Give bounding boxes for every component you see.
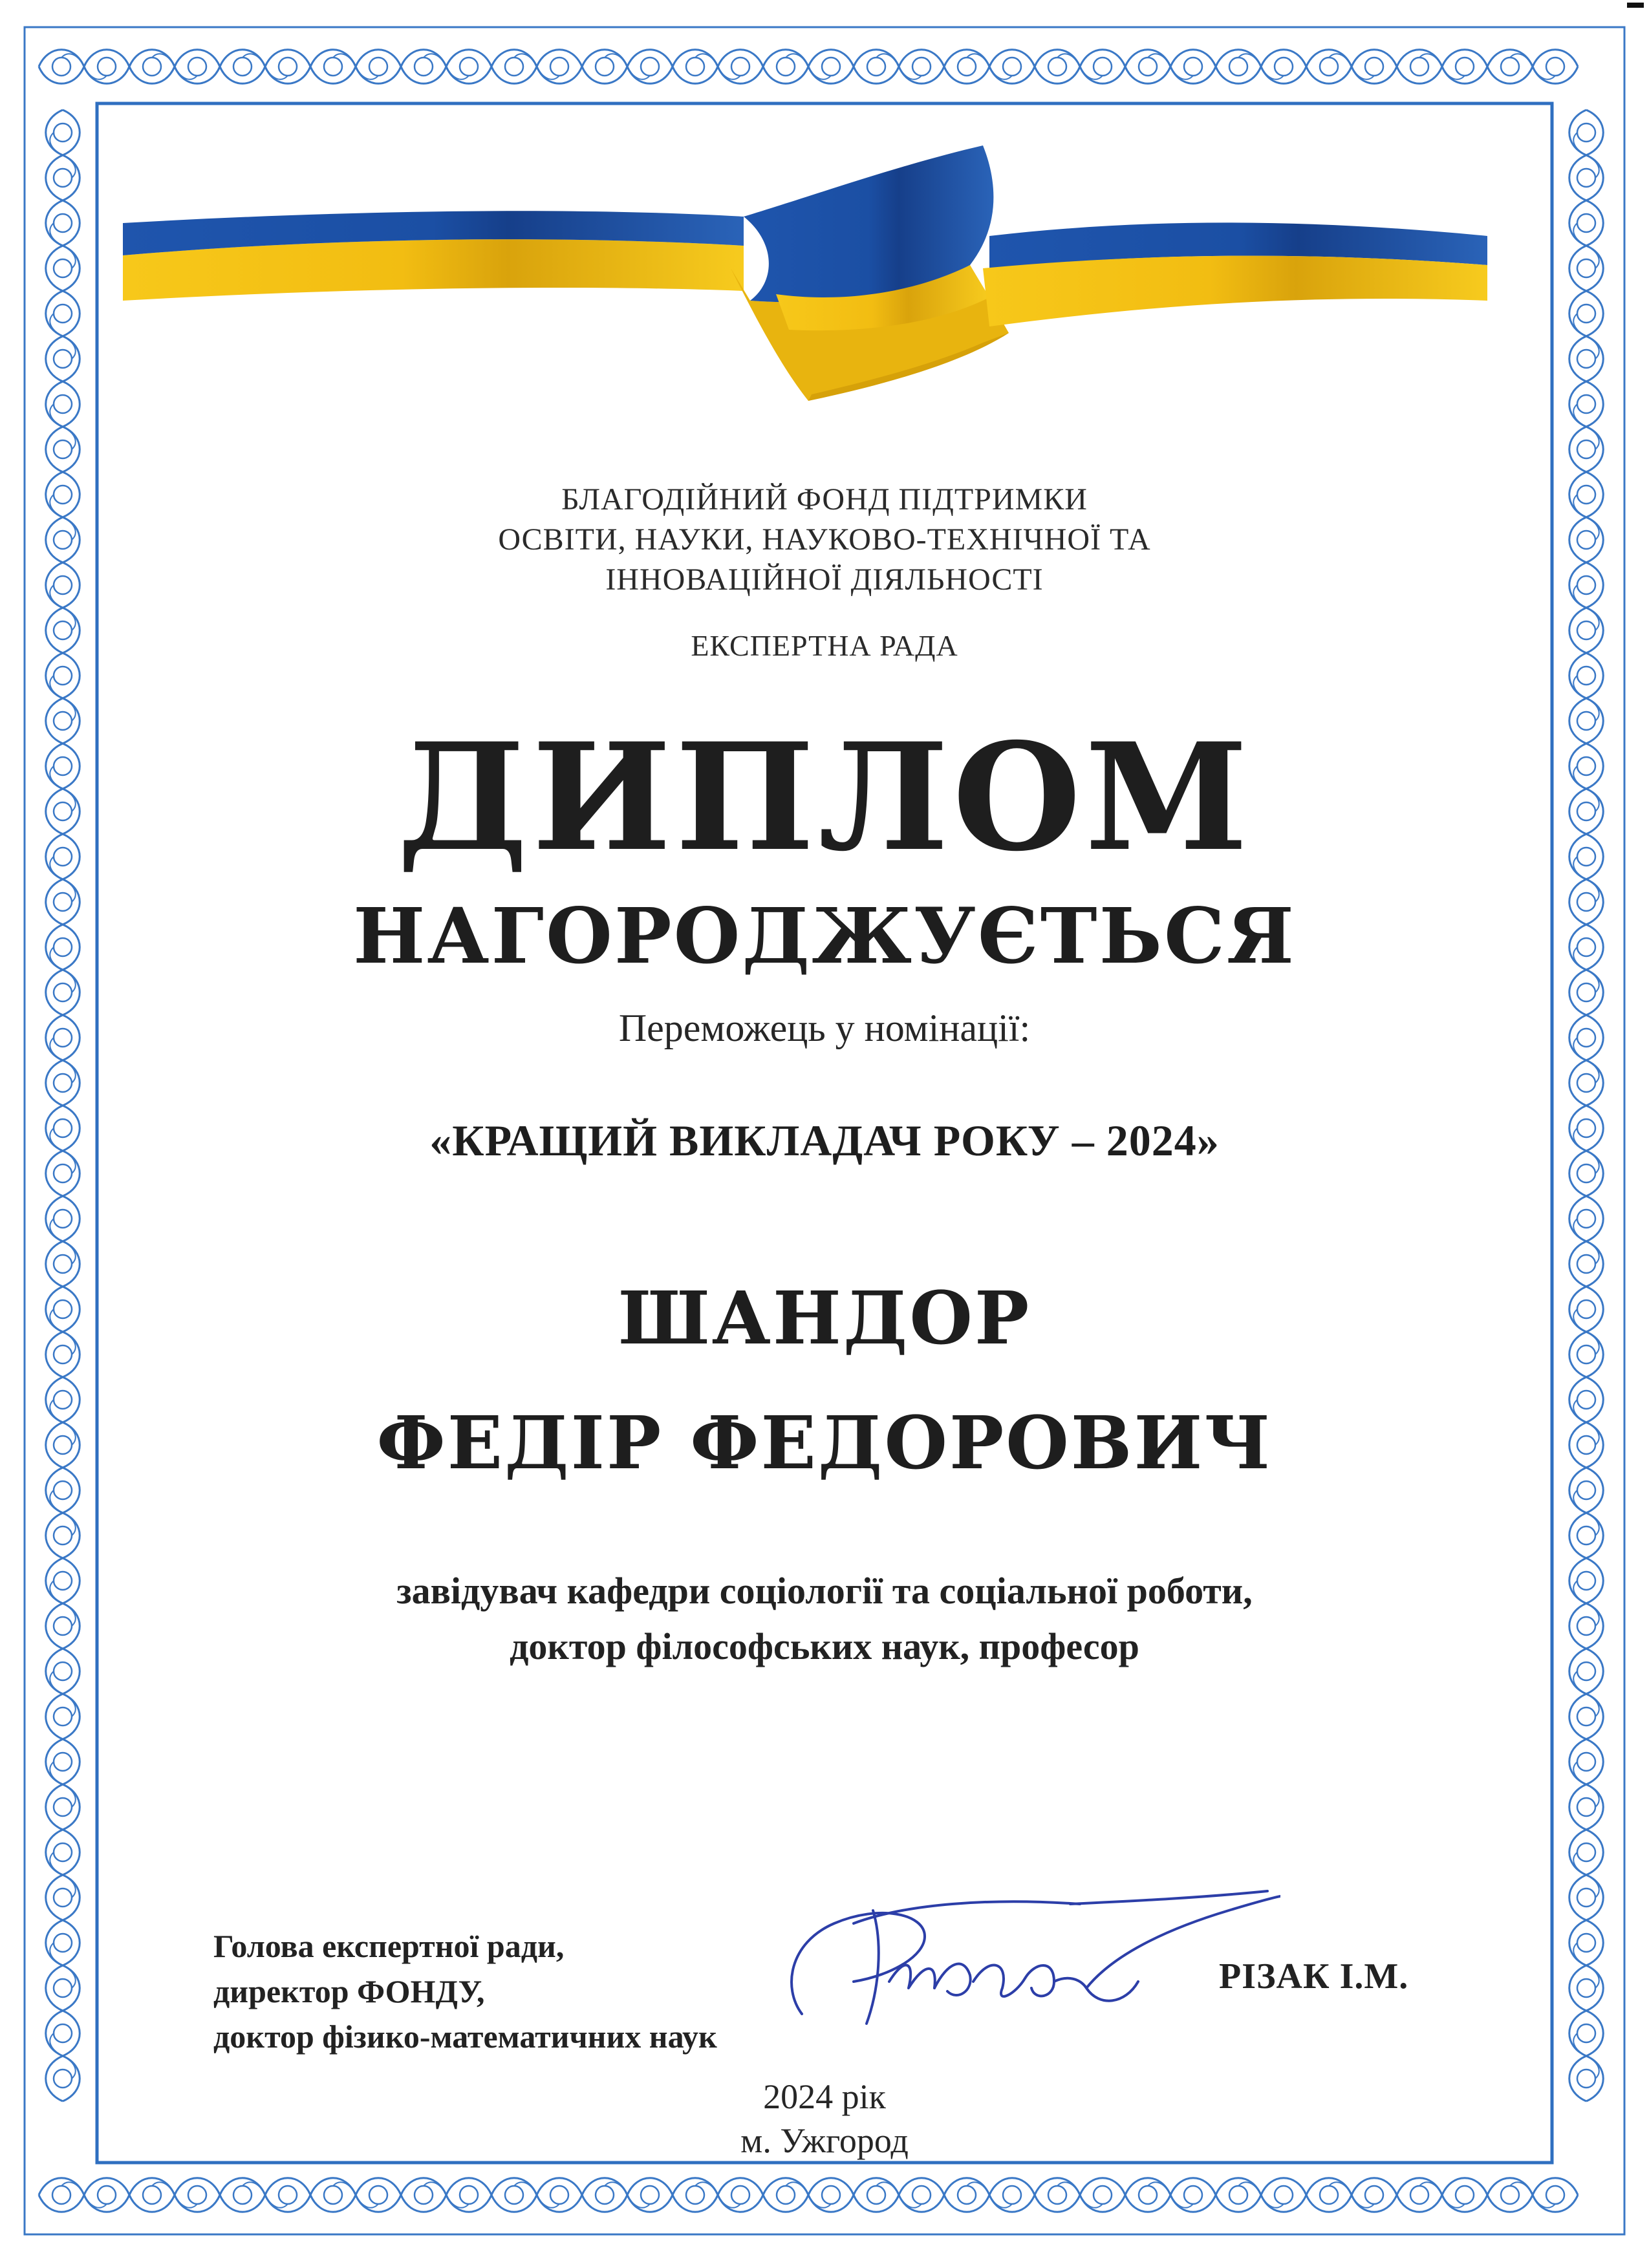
ornament-scroll xyxy=(220,2178,310,2212)
ornament-scroll xyxy=(1487,50,1578,84)
ornament-scroll xyxy=(763,50,854,84)
border-right-ornament xyxy=(1569,110,1604,2101)
ornament-scroll xyxy=(129,2178,220,2212)
ukrainian-flag-ribbon-icon xyxy=(123,139,1487,411)
ornament-scroll xyxy=(46,381,80,472)
ornament-scroll xyxy=(1397,50,1487,84)
ornament-scroll xyxy=(401,2178,491,2212)
ornament-scroll xyxy=(1216,50,1306,84)
ornament-scroll xyxy=(1569,1196,1604,1287)
awarded-heading: НАГОРОДЖУЄТЬСЯ xyxy=(353,891,1296,981)
ornament-scroll xyxy=(854,2178,944,2212)
ornament-scroll xyxy=(491,50,582,84)
ornament-scroll xyxy=(1306,50,1397,84)
ornament-scroll xyxy=(46,291,80,381)
corner-mark xyxy=(1627,3,1644,8)
signatory-title-line-2: директор ФОНДУ, xyxy=(213,1973,485,2009)
ornament-scroll xyxy=(1569,1739,1604,1830)
signatory-name: РІЗАК І.М. xyxy=(1219,1956,1409,1996)
foundation-name xyxy=(0,480,1649,600)
ornament-scroll xyxy=(1216,2178,1306,2212)
recipient-position-line-1: завідувач кафедри соціології та соціальної роботи, xyxy=(396,1570,1253,1612)
ornament-scroll xyxy=(220,50,310,84)
signature-icon xyxy=(776,1885,1280,2053)
ornament-scroll xyxy=(46,110,80,200)
ornament-scroll xyxy=(39,50,129,84)
ornament-scroll xyxy=(854,50,944,84)
issue-city: м. Ужгород xyxy=(740,2121,909,2160)
signatory-title xyxy=(213,1923,717,2059)
ornament-scroll xyxy=(491,2178,582,2212)
nomination-title: «КРАЩИЙ ВИКЛАДАЧ РОКУ – 2024» xyxy=(429,1116,1220,1165)
nomination-intro: Переможець у номінації: xyxy=(618,1007,1031,1049)
ornament-scroll xyxy=(1569,1920,1604,2011)
foundation-line-2: ОСВІТИ, НАУКИ, НАУКОВО-ТЕХНІЧНОЇ ТА xyxy=(498,522,1151,557)
diploma-title: ДИПЛОМ xyxy=(396,711,1253,884)
ornament-scroll xyxy=(1569,381,1604,472)
ornament-scroll xyxy=(582,2178,673,2212)
signatory-title-line-3: доктор фізико-математичних наук xyxy=(213,2018,717,2055)
ornament-scroll xyxy=(46,1739,80,1830)
ornament-scroll xyxy=(1569,110,1604,200)
recipient-position xyxy=(0,1563,1649,1674)
ornament-scroll xyxy=(763,2178,854,2212)
ornament-scroll xyxy=(582,50,673,84)
ornament-scroll xyxy=(401,50,491,84)
ornament-scroll xyxy=(129,50,220,84)
ornament-scroll xyxy=(1569,291,1604,381)
signatory-title-line-1: Голова експертної ради, xyxy=(213,1928,565,1964)
foundation-line-1: БЛАГОДІЙНИЙ ФОНД ПІДТРИМКИ xyxy=(561,482,1088,517)
ornament-scroll xyxy=(1125,50,1216,84)
border-left-ornament xyxy=(46,110,80,2101)
ornament-scroll xyxy=(1306,2178,1397,2212)
expert-council-label: ЕКСПЕРТНА РАДА xyxy=(691,629,958,662)
ornament-scroll xyxy=(1035,50,1125,84)
ornament-scroll xyxy=(1397,2178,1487,2212)
ornament-scroll xyxy=(1569,1830,1604,1920)
border-top-ornament xyxy=(39,50,1578,84)
ornament-scroll xyxy=(39,2178,129,2212)
ornament-scroll xyxy=(944,50,1035,84)
border-bottom-ornament xyxy=(39,2178,1578,2212)
ornament-scroll xyxy=(310,50,401,84)
ornament-scroll xyxy=(944,2178,1035,2212)
ornament-scroll xyxy=(1125,2178,1216,2212)
ornament-scroll xyxy=(46,1196,80,1287)
ornament-scroll xyxy=(1487,2178,1578,2212)
ornament-scroll xyxy=(46,1920,80,2011)
issue-year: 2024 рік xyxy=(763,2077,886,2116)
ornament-scroll xyxy=(310,2178,401,2212)
ornament-scroll xyxy=(46,1830,80,1920)
recipient-surname: ШАНДОР xyxy=(618,1276,1031,1361)
ornament-scroll xyxy=(46,200,80,291)
ornament-scroll xyxy=(673,50,763,84)
ornament-scroll xyxy=(1569,200,1604,291)
recipient-position-line-2: доктор філософських наук, професор xyxy=(510,1625,1139,1667)
ornament-scroll xyxy=(1035,2178,1125,2212)
ornament-scroll xyxy=(673,2178,763,2212)
foundation-line-3: ІННОВАЦІЙНОЇ ДІЯЛЬНОСТІ xyxy=(605,562,1044,597)
recipient-given-names: ФЕДІР ФЕДОРОВИЧ xyxy=(376,1401,1273,1486)
